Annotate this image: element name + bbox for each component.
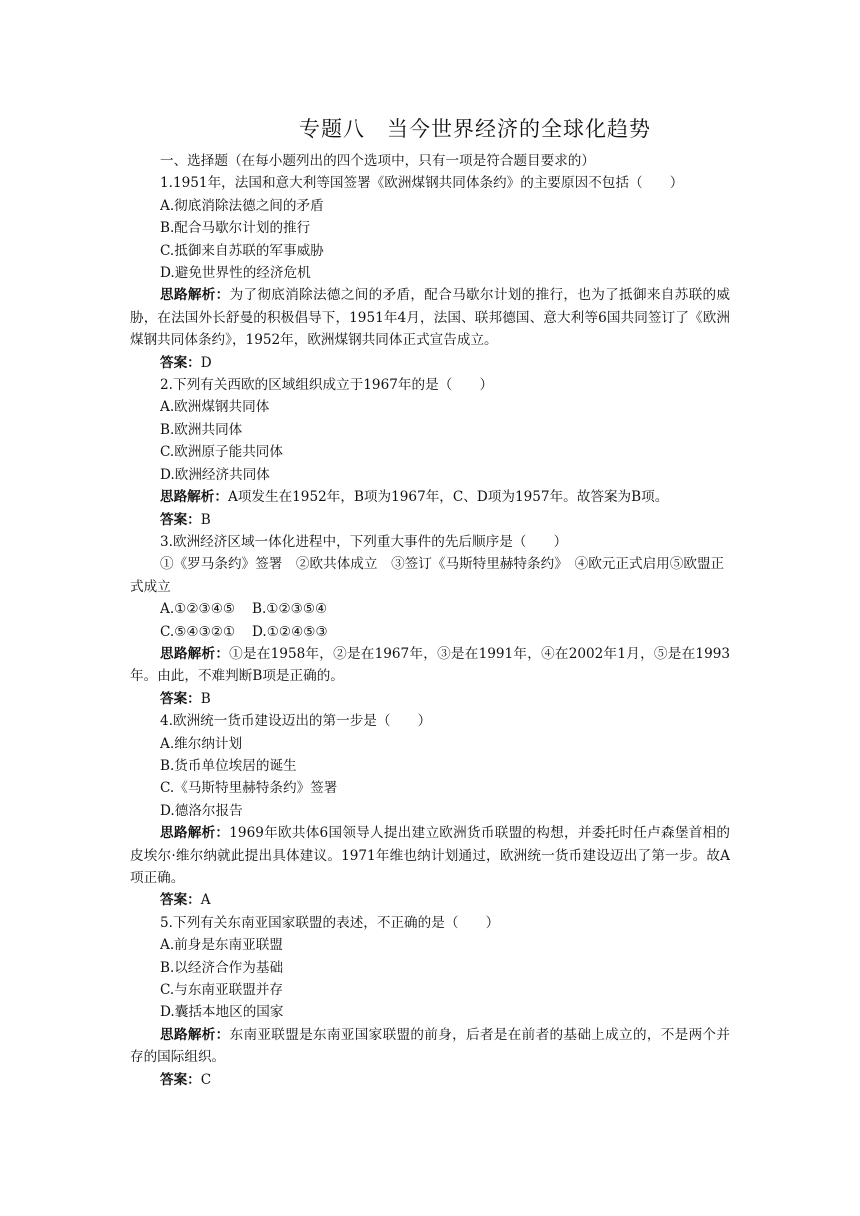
answer-label: 答案： <box>160 354 201 371</box>
option-row-1 <box>130 598 730 620</box>
analysis-text: 1969年欧共体6国领导人提出建立欧洲货币联盟的构想，并委托时任卢森堡首相的皮埃尔·维尔纳就此提出具体建议。1971年维也纳计划通过，欧洲统一货币建设迈出了第一步。故A项正确。 <box>130 825 730 886</box>
option-b: B.配合马歇尔计划的推行 <box>160 220 311 237</box>
answer-value: D <box>200 354 212 371</box>
question-5 <box>130 912 730 1091</box>
question-stem: 4.欧洲统一货币建设迈出的第一步是（ ） <box>160 713 432 730</box>
analysis-label: 思路解析： <box>160 825 230 842</box>
section-header: 一、选择题（在每小题列出的四个选项中，只有一项是符合题目要求的） <box>160 153 595 169</box>
option-d: D.囊括本地区的国家 <box>160 1004 284 1021</box>
analysis-text: A项发生在1952年，B项为1967年，C、D项为1957年。故答案为B项。 <box>227 489 669 506</box>
question-stem: 2.下列有关西欧的区域组织成立于1967年的是（ ） <box>160 377 494 394</box>
option-b: B.欧洲共同体 <box>160 421 243 438</box>
analysis-label: 思路解析： <box>160 645 230 662</box>
option-row-2 <box>130 621 730 643</box>
answer-value: A <box>200 892 211 909</box>
answer <box>130 509 730 531</box>
option-b: B.①②③⑤④ <box>252 601 328 618</box>
page-title: 专题八 当今世界经济的全球化趋势 <box>299 117 651 141</box>
analysis <box>130 1024 730 1069</box>
option-a: A.前身是东南亚联盟 <box>160 937 283 954</box>
option-d: D.欧洲经济共同体 <box>160 466 270 483</box>
answer-value: C <box>200 1071 212 1088</box>
option-c: C.《马斯特里赫特条约》签署 <box>160 780 338 797</box>
option-a: A.欧洲煤钢共同体 <box>160 399 270 416</box>
question-stem: 1.1951年，法国和意大利等国签署《欧洲煤钢共同体条约》的主要原因不包括（ ） <box>160 175 684 192</box>
analysis-label: 思路解析： <box>160 1026 230 1043</box>
option-c: C.抵御来自苏联的军事威胁 <box>160 242 324 259</box>
analysis <box>130 822 730 889</box>
option-a: A.彻底消除法德之间的矛盾 <box>160 197 324 214</box>
analysis-label: 思路解析： <box>160 287 230 304</box>
option-c: C.⑤④③②① <box>160 623 236 640</box>
analysis-label: 思路解析： <box>160 489 228 506</box>
question-stem: 5.下列有关东南亚国家联盟的表述，不正确的是（ ） <box>160 914 500 931</box>
answer-value: B <box>200 511 211 528</box>
option-b: B.以经济合作为基础 <box>160 959 284 976</box>
answer-label: 答案： <box>160 511 201 528</box>
question-1 <box>130 172 730 374</box>
answer <box>130 352 730 374</box>
question-2 <box>130 374 730 531</box>
answer-label: 答案： <box>160 690 201 707</box>
option-d: D.①②④⑤③ <box>252 623 328 640</box>
question-stem: 3.欧洲经济区域一体化进程中，下列重大事件的先后顺序是（ ） <box>160 533 568 550</box>
answer <box>130 889 730 911</box>
answer-label: 答案： <box>160 1071 201 1088</box>
option-d: D.德洛尔报告 <box>160 802 243 819</box>
option-b: B.货币单位埃居的诞生 <box>160 757 297 774</box>
answer <box>130 1069 730 1091</box>
option-a: A.①②③④⑤ <box>160 601 236 618</box>
question-3 <box>130 531 730 710</box>
analysis-text: 东南亚联盟是东南亚国家联盟的前身，后者是在前者的基础上成立的，不是两个并存的国际组织。 <box>130 1026 731 1066</box>
question-4 <box>130 710 730 912</box>
answer <box>130 688 730 710</box>
event-list: ①《罗马条约》签署 ②欧共体成立 ③签订《马斯特里赫特条约》 ④欧元正式启用⑤欧盟正式成立 <box>130 556 725 595</box>
option-a: A.维尔纳计划 <box>160 735 243 752</box>
analysis <box>130 643 730 688</box>
analysis <box>130 486 730 508</box>
analysis-text: ①是在1958年，②是在1967年，③是在1991年，④在2002年1月，⑤是在1993年。由此，不难判断B项是正确的。 <box>130 645 731 685</box>
document-body <box>130 150 730 1091</box>
option-d: D.避免世界性的经济危机 <box>160 265 311 282</box>
answer-label: 答案： <box>160 892 201 909</box>
option-c: C.欧洲原子能共同体 <box>160 444 283 461</box>
answer-value: B <box>200 690 211 707</box>
analysis <box>130 284 730 351</box>
option-c: C.与东南亚联盟并存 <box>160 982 283 999</box>
analysis-text: 为了彻底消除法德之间的矛盾，配合马歇尔计划的推行，也为了抵御来自苏联的威胁，在法国外长舒曼的积极倡导下，1951年4月，法国、联邦德国、意大利等6国共同签订了《欧洲煤钢共同体条约》，1952年，欧洲煤钢共同体正式宣告成立。 <box>130 287 731 349</box>
